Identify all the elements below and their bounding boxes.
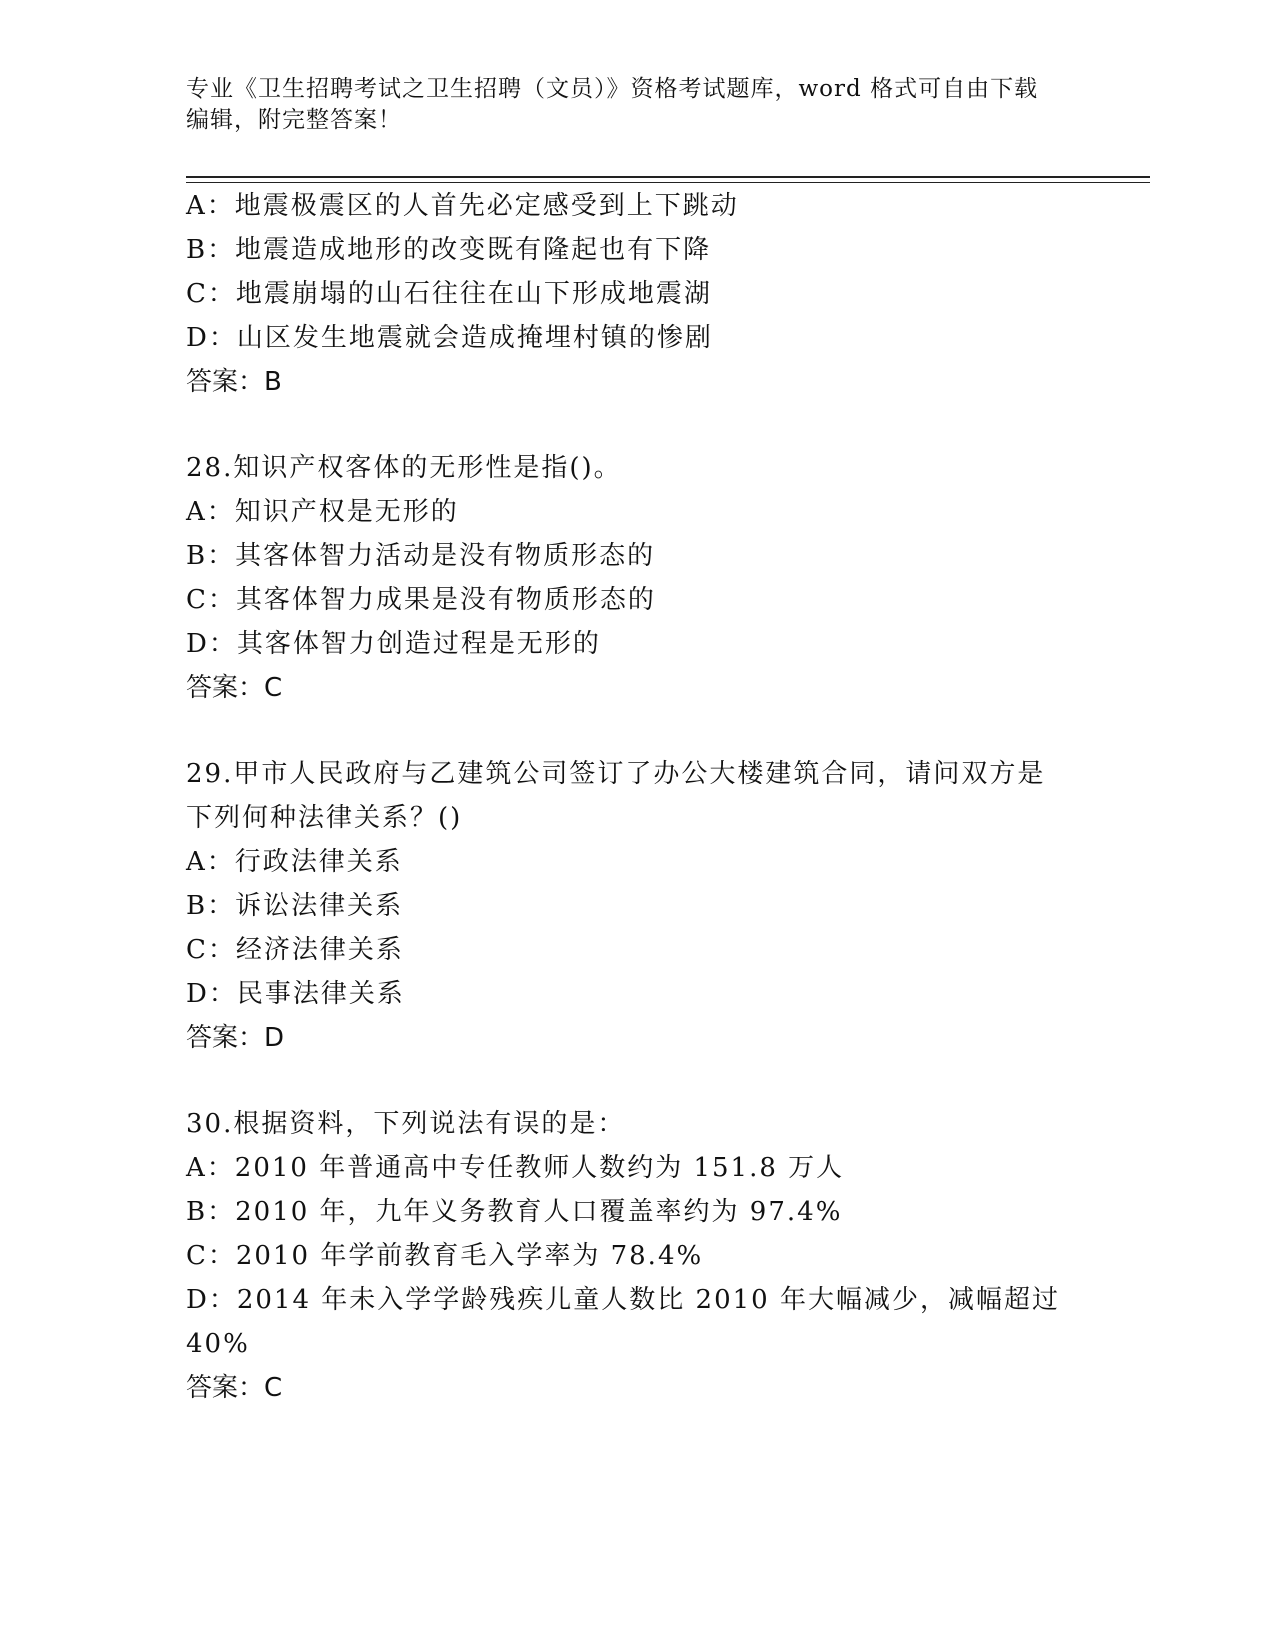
q30-option-d-continued: 40% [186,1329,250,1359]
q29-option-c: C：经济法律关系 [186,935,404,965]
q28-option-b: B：其客体智力活动是没有物质形态的 [186,541,656,571]
q30-option-b: B：2010 年，九年义务教育人口覆盖率约为 97.4% [186,1197,843,1227]
header-divider-thin [186,182,1150,183]
q30-answer: 答案：C [186,1373,283,1403]
q29-option-a: A：行政法律关系 [186,847,403,877]
q30-option-a: A：2010 年普通高中专任教师人数约为 151.8 万人 [186,1153,845,1183]
q30-option-c: C：2010 年学前教育毛入学率为 78.4% [186,1241,704,1271]
q30-option-d: D：2014 年未入学学龄残疾儿童人数比 2010 年大幅减少，减幅超过 [186,1285,1060,1315]
q29-question-line-1: 29.甲市人民政府与乙建筑公司签订了办公大楼建筑合同，请问双方是 [186,759,1046,789]
q27-option-b: B：地震造成地形的改变既有隆起也有下降 [186,235,712,265]
q27-option-d: D：山区发生地震就会造成掩埋村镇的惨剧 [186,323,713,353]
q28-question: 28.知识产权客体的无形性是指()。 [186,453,622,483]
q30-question: 30.根据资料，下列说法有误的是： [186,1109,626,1139]
header-line-1: 专业《卫生招聘考试之卫生招聘（文员）》资格考试题库，word 格式可自由下载 [186,76,1039,102]
q27-option-c: C：地震崩塌的山石往往在山下形成地震湖 [186,279,712,309]
header-divider-thick [186,176,1150,178]
q28-option-c: C：其客体智力成果是没有物质形态的 [186,585,656,615]
document-header [186,74,1086,136]
q28-answer: 答案：C [186,673,283,703]
q29-option-d: D：民事法律关系 [186,979,405,1009]
q27-option-a: A：地震极震区的人首先必定感受到上下跳动 [186,191,739,221]
q27-answer: 答案：B [186,367,282,397]
q28-option-d: D：其客体智力创造过程是无形的 [186,629,601,659]
q29-option-b: B：诉讼法律关系 [186,891,404,921]
q29-question-line-2: 下列何种法律关系？() [186,803,463,833]
header-line-2: 编辑，附完整答案！ [186,107,402,133]
q29-answer: 答案：D [186,1023,285,1053]
q28-option-a: A：知识产权是无形的 [186,497,459,527]
